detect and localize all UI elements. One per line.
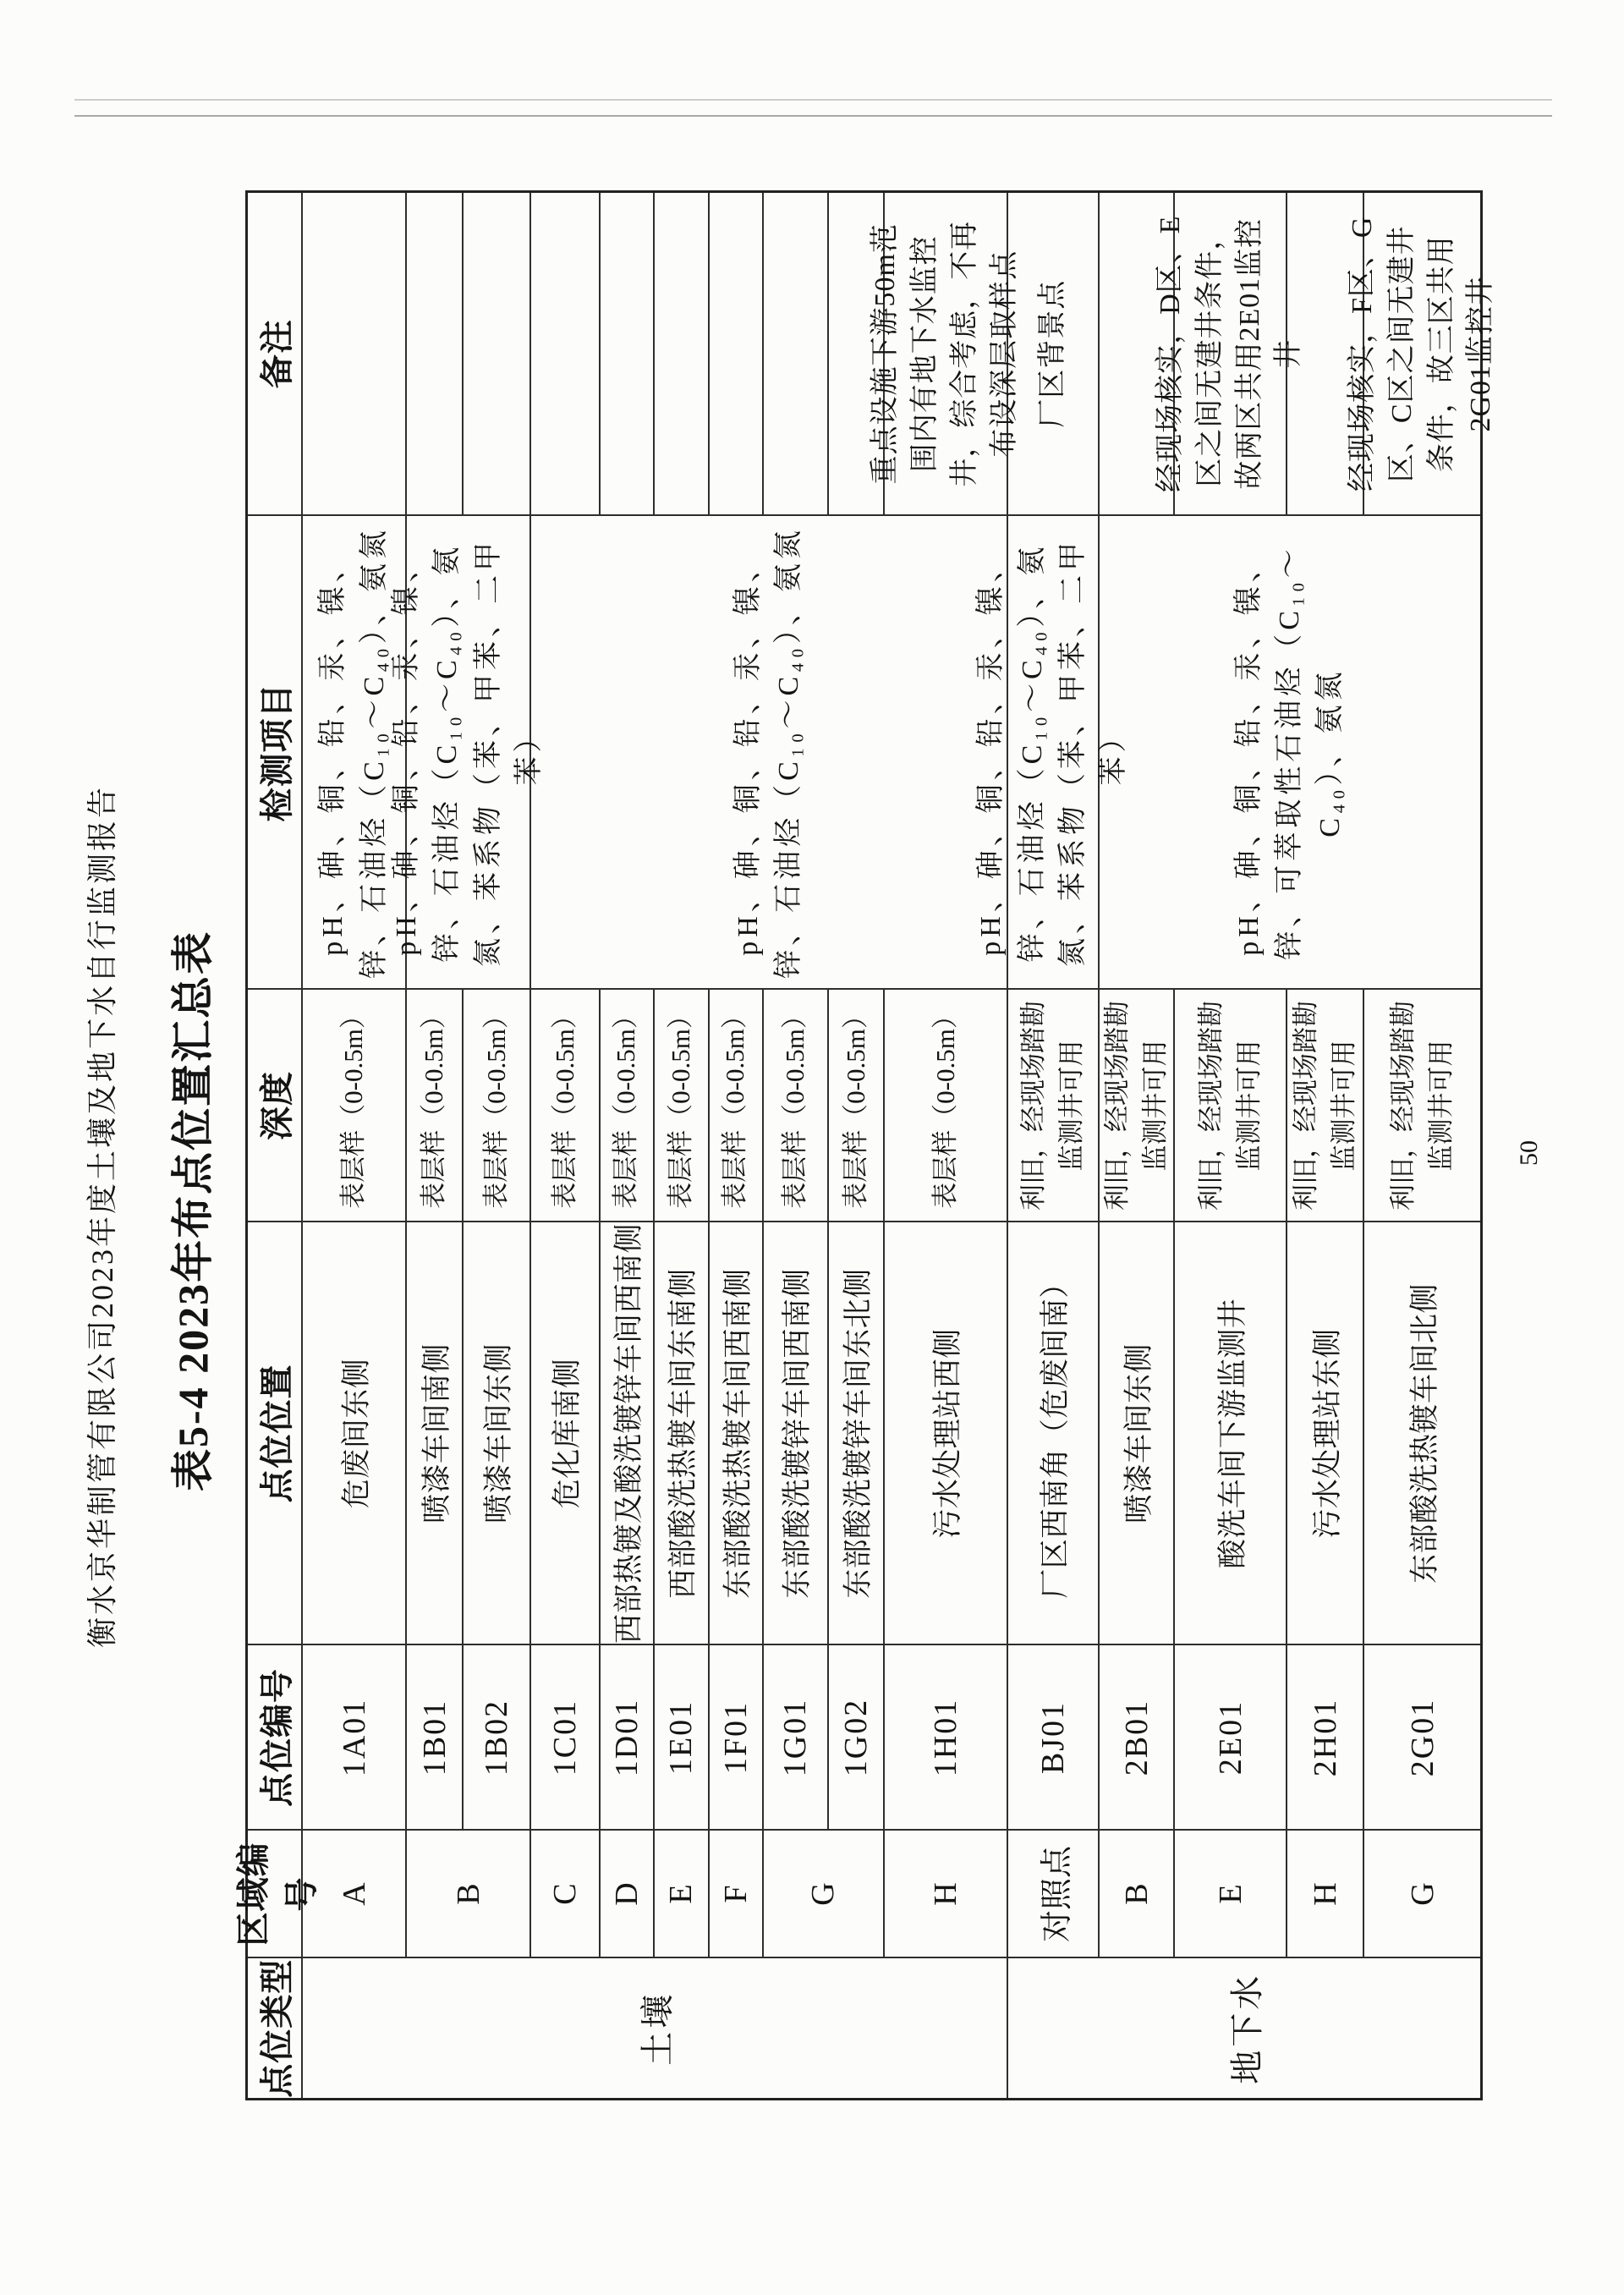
cell-point-id: 1H01 — [884, 1645, 1007, 1831]
cell-area: E — [654, 1831, 709, 1958]
cell-type-groundwater — [1007, 1958, 1482, 2100]
table-row — [1174, 192, 1287, 2100]
cell-depth: 表层样（0-0.5m） — [763, 990, 828, 1222]
cell-area: B — [1099, 1831, 1174, 1958]
header-label: 深度 — [258, 1071, 296, 1140]
header-label: 区域编号 — [233, 1842, 321, 1946]
header-label: 点位类型 — [258, 1958, 296, 2098]
cell-depth: 表层样（0-0.5m） — [600, 990, 654, 1222]
cell-point-id: 1E01 — [654, 1645, 709, 1831]
page-number — [1514, 1127, 1544, 1179]
cell-location: 喷漆车间东侧 — [1099, 1222, 1174, 1645]
cell-area: H — [884, 1831, 1007, 1958]
col-header-detection-items — [247, 516, 303, 990]
cell-location: 污水处理站东侧 — [1287, 1222, 1363, 1645]
cell-remark: 厂区背景点 — [1007, 192, 1099, 516]
col-header-point-id — [247, 1645, 303, 1831]
cell-point-id: 1G01 — [763, 1645, 828, 1831]
cell-area: 对照点 — [1007, 1831, 1099, 1958]
doc-header-text: 衡水京华制管有限公司2023年度土壤及地下水自行监测报告 — [85, 784, 119, 1648]
col-header-location — [247, 1222, 303, 1645]
cell-remark-empty — [530, 192, 599, 516]
cell-point-id: 1G02 — [828, 1645, 884, 1831]
cell-remark: 经现场核实，F区、G区、C区之间无建井条件，故三区共用2G01监控井 — [1363, 192, 1481, 516]
cell-location: 东部酸洗热镀车间西南侧 — [709, 1222, 763, 1645]
cell-point-id: BJ01 — [1007, 1645, 1099, 1831]
cell-location: 东部酸洗镀锌车间西南侧 — [763, 1222, 828, 1645]
cell-area: D — [600, 1831, 654, 1958]
cell-detection-items: pH、砷、铜、铅、汞、镍、锌、石油烃（C₁₀～C₄₀）、氨氮 — [530, 516, 1007, 990]
cell-location: 西部酸洗热镀车间东南侧 — [654, 1222, 709, 1645]
cell-remark-empty — [463, 192, 530, 516]
cell-point-id: 1D01 — [600, 1645, 654, 1831]
cell-depth: 表层样（0-0.5m） — [463, 990, 530, 1222]
cell-remark: 重点设施下游50m范围内有地下水监控井，综合考虑，不再布设深层取样点 — [884, 192, 1007, 516]
table-row — [406, 192, 463, 2100]
table-title-text: 表5-4 2023年布点位置汇总表 — [169, 930, 217, 1491]
cell-detection-items: pH、砷、铜、铅、汞、镍、锌、石油烃（C₁₀～C₄₀）、氨氮、苯系物（苯、甲苯、二甲苯） — [1007, 516, 1099, 990]
cell-point-id: 1A01 — [302, 1645, 406, 1831]
cell-point-id: 1C01 — [530, 1645, 599, 1831]
page-number-text: 50 — [1515, 1140, 1543, 1166]
col-header-depth — [247, 990, 303, 1222]
cell-area: B — [406, 1831, 530, 1958]
cell-point-id: 1B02 — [463, 1645, 530, 1831]
cell-detection-items: pH、砷、铜、铅、汞、镍、锌、可萃取性石油烃（C₁₀～C₄₀）、氨氮 — [1099, 516, 1482, 990]
table-row — [530, 192, 599, 2100]
cell-area: A — [302, 1831, 406, 1958]
header-row — [247, 192, 303, 2100]
cell-point-id: 2G01 — [1363, 1645, 1481, 1831]
cell-area: G — [1363, 1831, 1481, 1958]
scan-artifact-line — [74, 115, 1552, 117]
cell-point-id: 1F01 — [709, 1645, 763, 1831]
table-title-vertical — [164, 802, 222, 1491]
cell-type-soil — [302, 1958, 1007, 2100]
table-row — [600, 192, 654, 2100]
cell-area: C — [530, 1831, 599, 1958]
cell-location: 东部酸洗热镀车间北侧 — [1363, 1222, 1481, 1645]
cell-location: 危废间东侧 — [302, 1222, 406, 1645]
cell-point-id: 2B01 — [1099, 1645, 1174, 1831]
header-label: 点位编号 — [258, 1668, 296, 1807]
header-label: 备注 — [258, 319, 296, 389]
cell-point-id: 1B01 — [406, 1645, 463, 1831]
cell-location: 危化库南侧 — [530, 1222, 599, 1645]
col-header-area-code — [233, 1831, 321, 1958]
doc-header-vertical — [78, 785, 127, 1648]
cell-location: 东部酸洗镀锌车间东北侧 — [828, 1222, 884, 1645]
cell-point-id: 2E01 — [1174, 1645, 1287, 1831]
cell-location: 西部热镀及酸洗镀锌车间西南侧 — [600, 1222, 654, 1645]
cell-depth: 表层样（0-0.5m） — [654, 990, 709, 1222]
cell-location: 喷漆车间南侧 — [406, 1222, 463, 1645]
cell-depth: 表层样（0-0.5m） — [530, 990, 599, 1222]
cell-depth: 利旧，经现场踏勘监测井可用 — [1363, 990, 1481, 1222]
cell-depth: 表层样（0-0.5m） — [884, 990, 1007, 1222]
cell-area: F — [709, 1831, 763, 1958]
points-summary-table — [233, 190, 1497, 2100]
point-type-label: 地下水 — [1227, 1972, 1266, 2084]
cell-remark-empty — [302, 192, 406, 516]
cell-remark-empty — [600, 192, 654, 516]
cell-depth: 表层样（0-0.5m） — [406, 990, 463, 1222]
table-row — [709, 192, 763, 2100]
table-row — [654, 192, 709, 2100]
table-row — [884, 192, 1007, 2100]
col-header-remark — [247, 192, 303, 516]
cell-depth: 表层样（0-0.5m） — [302, 990, 406, 1222]
scan-artifact-line — [74, 99, 1552, 101]
cell-area: H — [1287, 1831, 1363, 1958]
cell-depth: 利旧，经现场踏勘监测井可用 — [1174, 990, 1287, 1222]
cell-remark-empty — [709, 192, 763, 516]
cell-depth: 表层样（0-0.5m） — [709, 990, 763, 1222]
cell-remark-empty — [763, 192, 828, 516]
points-summary-table-area — [233, 190, 1497, 2098]
cell-remark-empty — [654, 192, 709, 516]
cell-depth: 表层样（0-0.5m） — [828, 990, 884, 1222]
col-header-point-type — [247, 1958, 303, 2100]
header-label: 检测项目 — [258, 683, 296, 822]
header-label: 点位位置 — [258, 1364, 296, 1503]
cell-location: 污水处理站西侧 — [884, 1222, 1007, 1645]
table-row — [763, 192, 828, 2100]
cell-point-id: 2H01 — [1287, 1645, 1363, 1831]
point-type-label: 土壤 — [638, 1990, 677, 2066]
cell-location: 酸洗车间下游监测井 — [1174, 1222, 1287, 1645]
cell-detection-items: pH、砷、铜、铅、汞、镍、锌、石油烃（C₁₀～C₄₀）、氨氮、苯系物（苯、甲苯、二甲苯） — [406, 516, 530, 990]
table-row — [463, 192, 530, 2100]
cell-depth: 利旧，经现场踏勘监测井可用 — [1007, 990, 1099, 1222]
cell-location: 喷漆车间东侧 — [463, 1222, 530, 1645]
cell-area: E — [1174, 1831, 1287, 1958]
points-summary-table-rotated — [233, 190, 1497, 2100]
table-row — [1363, 192, 1481, 2100]
cell-detection-items: pH、砷、铜、铅、汞、镍、锌、石油烃（C₁₀～C₄₀）、氨氮 — [302, 516, 406, 990]
cell-depth: 利旧，经现场踏勘监测井可用 — [1099, 990, 1174, 1222]
cell-location: 厂区西南角（危废间南） — [1007, 1222, 1099, 1645]
cell-remark: 经现场核实，D区、E区之间无建井条件，故两区共用2E01监控井 — [1174, 192, 1287, 516]
cell-area: G — [763, 1831, 884, 1958]
cell-depth: 利旧，经现场踏勘监测井可用 — [1287, 990, 1363, 1222]
cell-remark-empty — [406, 192, 463, 516]
table-row — [302, 192, 406, 2100]
